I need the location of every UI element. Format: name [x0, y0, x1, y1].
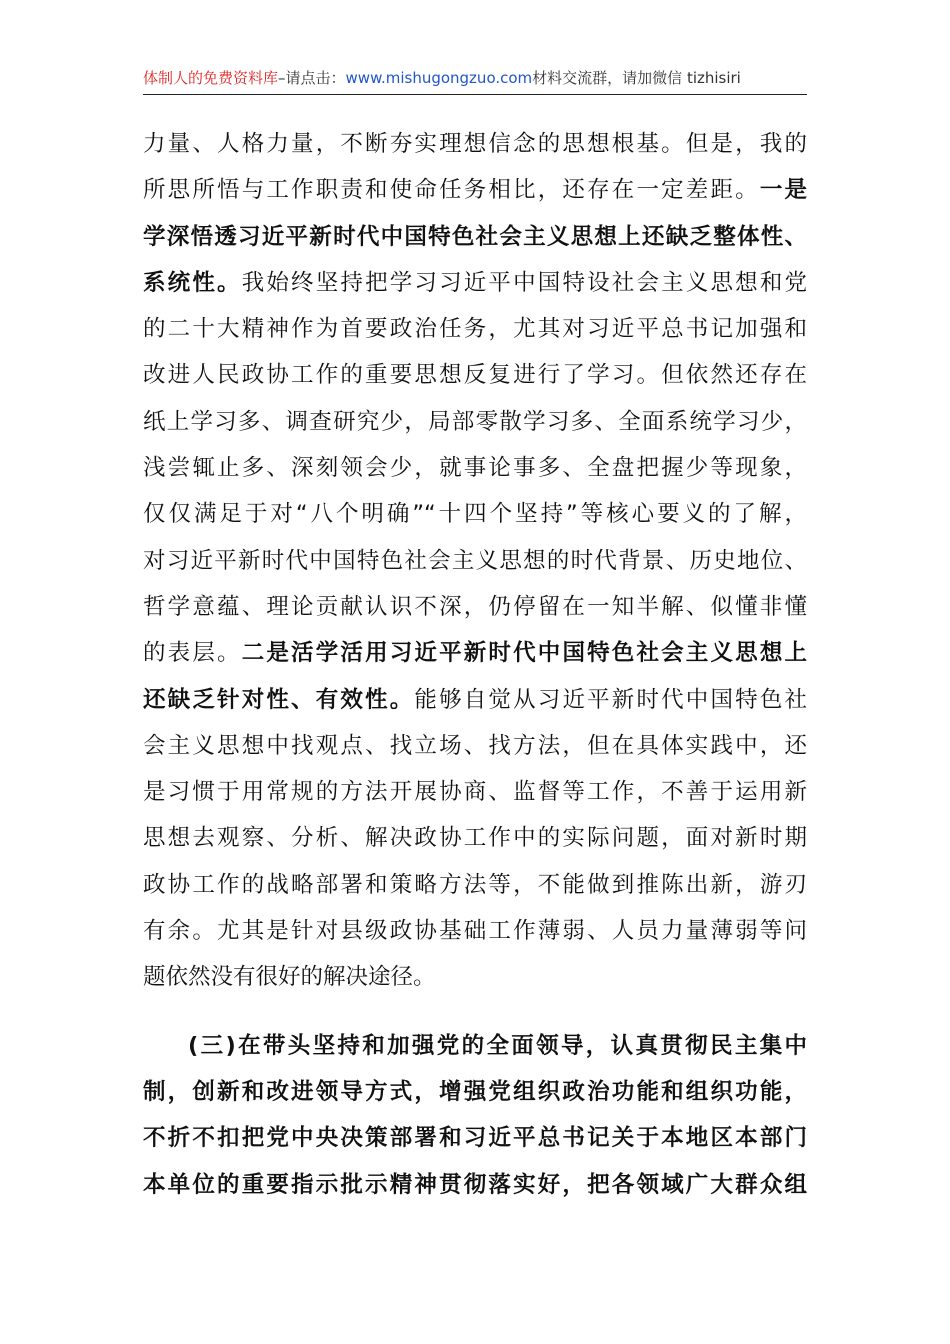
paragraph-2-line: (三)在带头坚持和加强党的全面领导，认真贯彻民主集中 — [188, 1032, 807, 1059]
header-prompt: –请点击： — [278, 69, 346, 87]
paragraph-1-line — [143, 538, 807, 584]
text-run: 我始终坚持把学习习近平中国特设社会主义思想和党 — [241, 269, 807, 296]
paragraph-1-line — [143, 352, 807, 398]
text-run: 思想去观察、分析、解决政协工作中的实际问题，面对新时期 — [143, 825, 807, 852]
text-run: 的二十大精神作为首要政治任务，尤其对习近平总书记加强和 — [143, 316, 807, 343]
paragraph-1-line — [143, 677, 807, 723]
text-run: 改进人民政协工作的重要思想反复进行了学习。但依然还存在 — [143, 362, 807, 389]
text-run: 浅尝辄止多、深刻领会少，就事论事多、全盘把握少等现象， — [143, 455, 807, 482]
text-run: 仅仅满足于对“八个明确”“十四个坚持”等核心要义的了解， — [143, 501, 807, 528]
paragraph-2-line: 本单位的重要指示批示精神贯彻落实好，把各领域广大群众组 — [143, 1171, 807, 1198]
paragraph-1-line — [143, 306, 807, 352]
paragraph-2 — [143, 1023, 807, 1208]
paragraph-1-line — [143, 862, 807, 908]
bold-text-run: 系统性。 — [143, 269, 242, 296]
text-run: 是习惯于用常规的方法开展协商、监督等工作，不善于运用新 — [143, 779, 807, 806]
paragraph-2-line: 不折不扣把党中央决策部署和习近平总书记关于本地区本部门 — [143, 1125, 807, 1152]
text-run: 哲学意蕴、理论贡献认识不深，仍停留在一知半解、似懂非懂 — [143, 593, 807, 620]
paragraph-1 — [143, 121, 807, 1001]
bold-text-run: 还缺乏针对性、有效性。 — [143, 686, 415, 713]
paragraph-1-line — [143, 769, 807, 815]
page-header — [143, 62, 807, 95]
paragraph-1-line — [143, 167, 807, 213]
bold-text-run: 二是活学活用习近平新时代中国特色社会主义思想上 — [241, 640, 807, 667]
text-run: 题依然没有很好的解决途径。 — [143, 964, 436, 991]
text-run: 所思所悟与工作职责和使命任务相比，还存在一定差距。 — [143, 177, 760, 204]
paragraph-1-line — [143, 630, 807, 676]
paragraph-2-line: 制，创新和改进领导方式，增强党组织政治功能和组织功能， — [143, 1078, 807, 1105]
text-run: 有余。尤其是针对县级政协基础工作薄弱、人员力量薄弱等问 — [143, 918, 807, 945]
paragraph-1-line — [143, 399, 807, 445]
paragraph-1-line — [143, 445, 807, 491]
paragraph-1-line — [143, 908, 807, 954]
text-run: 力量、人格力量，不断夯实理想信念的思想根基。但是，我的 — [143, 131, 807, 157]
text-run: 会主义思想中找观点、找立场、找方法，但在具体实践中，还 — [143, 732, 807, 759]
paragraph-1-line — [143, 121, 807, 167]
paragraph-1-line — [143, 954, 807, 1000]
text-run: 政协工作的战略部署和策略方法等，不能做到推陈出新，游刃 — [143, 871, 807, 898]
document-body — [143, 121, 807, 1208]
paragraph-1-line — [143, 491, 807, 537]
text-run: 的表层。 — [143, 640, 242, 667]
paragraph-1-line — [143, 815, 807, 861]
paragraph-1-line — [143, 214, 807, 260]
paragraph-gap — [143, 1001, 807, 1023]
header-url-link[interactable]: www.mishugongzuo.com — [345, 69, 533, 87]
paragraph-1-line — [143, 584, 807, 630]
header-contact: 材料交流群，请加微信 tizhisiri — [532, 69, 741, 87]
text-run: 对习近平新时代中国特色社会主义思想的时代背景、历史地位、 — [143, 547, 807, 574]
paragraph-1-line — [143, 260, 807, 306]
bold-text-run: 学深悟透习近平新时代中国特色社会主义思想上还缺乏整体性、 — [143, 223, 807, 250]
text-run: 纸上学习多、调查研究少，局部零散学习多、全面系统学习少， — [143, 408, 807, 435]
paragraph-1-line — [143, 723, 807, 769]
text-run: 能够自觉从习近平新时代中国特色社 — [414, 686, 807, 713]
bold-text-run: 一是 — [759, 177, 807, 204]
header-site-name: 体制人的免费资料库 — [143, 69, 279, 87]
